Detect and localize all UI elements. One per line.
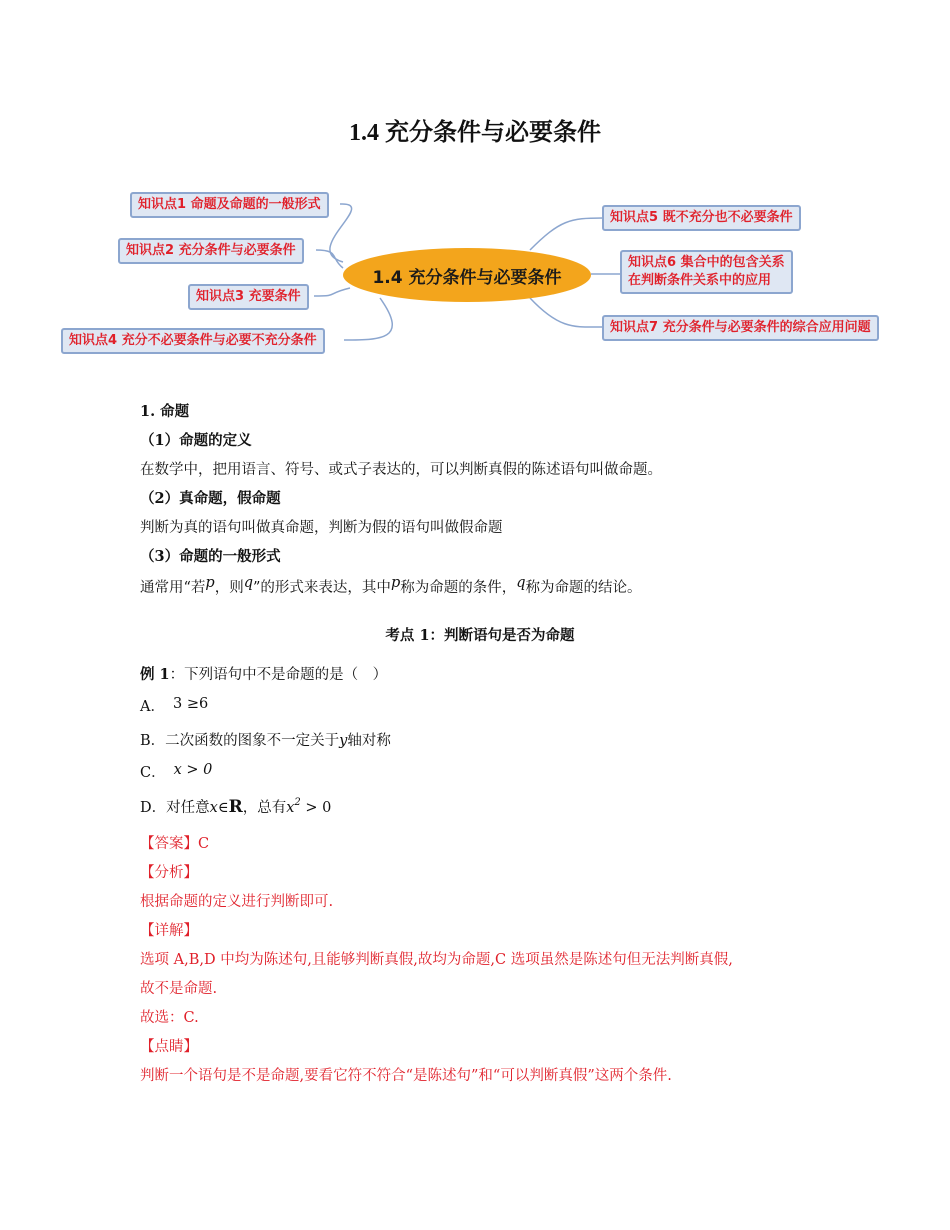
mind-map-center: 1.4 充分条件与必要条件 (343, 248, 591, 302)
page-title: 1.4 充分条件与必要条件 (349, 120, 601, 146)
mind-node-6-line2: 在判断条件关系中的应用 (628, 273, 772, 288)
general-form-text: 通常用“若p，则q”的形式来表达，其中p称为命题的条件，q称为命题的结论。 (140, 575, 642, 596)
mind-node-2: 知识点2 充分条件与必要条件 (118, 238, 304, 264)
mind-node-4: 知识点4 充分不必要条件与必要不充分条件 (61, 328, 325, 354)
mind-node-3: 知识点3 充要条件 (188, 284, 309, 310)
option-d: D．对任意x∈R，总有$x^2 > 0$ (140, 797, 332, 817)
comment-text: 判断一个语句是不是命题,要看它符不符合“是陈述句”和“可以判断真假”这两个条件. (140, 1068, 672, 1084)
connector-1 (330, 204, 352, 262)
option-a: A． 3 ≥6 (140, 696, 209, 715)
connector-2 (316, 250, 343, 268)
option-b: B．二次函数的图象不一定关于y轴对称 (140, 733, 391, 749)
connector-7 (530, 298, 603, 327)
mind-node-1: 知识点1 命题及命题的一般形式 (130, 192, 329, 218)
connector-5 (530, 218, 603, 250)
answer-label: 【答案】C (140, 836, 210, 852)
subheading-definition: （1）命题的定义 (140, 432, 252, 449)
kaodian-heading: 考点 1：判断语句是否为命题 (385, 627, 575, 644)
detail-label: 【详解】 (140, 923, 198, 939)
section-heading: 1. 命题 (140, 403, 190, 420)
connector-3 (314, 288, 350, 296)
detail-text-2: 故不是命题. (140, 981, 218, 997)
mind-node-5: 知识点5 既不充分也不必要条件 (602, 205, 801, 231)
mind-node-6-line1: 知识点6 集合中的包含关系 (628, 255, 785, 270)
mind-node-7: 知识点7 充分条件与必要条件的综合应用问题 (602, 315, 879, 341)
analysis-text: 根据命题的定义进行判断即可. (140, 894, 334, 910)
subheading-general-form: （3）命题的一般形式 (140, 548, 281, 565)
connector-4 (344, 298, 392, 340)
detail-text-1: 选项 A,B,D 中均为陈述句,且能够判断真假,故均为命题,C 选项虽然是陈述句但无法判断真假, (140, 952, 733, 968)
definition-text: 在数学中，把用语言、符号、或式子表达的，可以判断真假的陈述语句叫做命题。 (140, 462, 662, 478)
mind-map (0, 180, 950, 360)
comment-label: 【点睛】 (140, 1039, 198, 1055)
mind-node-6 (620, 250, 793, 294)
analysis-label: 【分析】 (140, 865, 198, 881)
true-false-text: 判断为真的语句叫做真命题，判断为假的语句叫做假命题 (140, 520, 503, 536)
choose-text: 故选：C. (140, 1010, 199, 1026)
example-question: 例 1：下列语句中不是命题的是（ ） (140, 666, 388, 683)
subheading-true-false: （2）真命题，假命题 (140, 490, 281, 507)
option-c: C． x > 0 (140, 762, 213, 781)
